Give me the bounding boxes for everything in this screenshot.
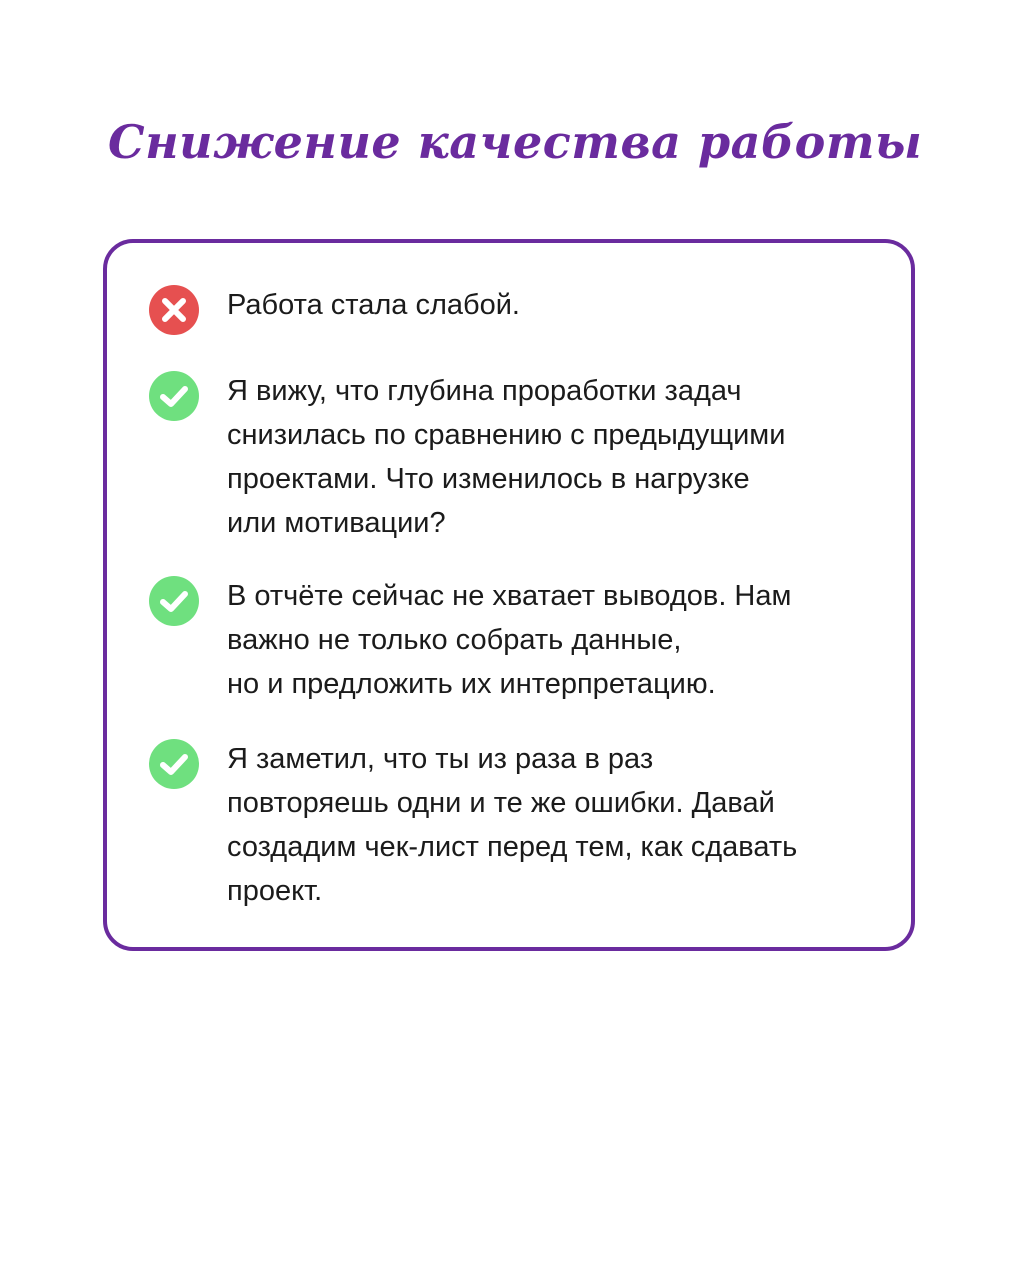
page-title: Снижение качества работы (108, 115, 923, 169)
item-text: Я вижу, что глубина проработки задач снизилась по сравнению с предыдущими проектами. Что изменилось в нагрузке или мотивации? (227, 375, 786, 539)
check-circle-icon (149, 739, 199, 789)
item-text: Работа стала слабой. (227, 289, 520, 321)
check-circle-icon (149, 371, 199, 421)
item-text: Я заметил, что ты из раза в раз повторяешь одни и те же ошибки. Давай создадим чек-лист перед тем, как сдавать проект. (227, 743, 798, 907)
comparison-card (103, 239, 915, 951)
cross-circle-icon (149, 285, 199, 335)
item-text: В отчёте сейчас не хватает выводов. Нам важно не только собрать данные, но и предложить их интерпретацию. (227, 580, 792, 700)
check-circle-icon (149, 576, 199, 626)
